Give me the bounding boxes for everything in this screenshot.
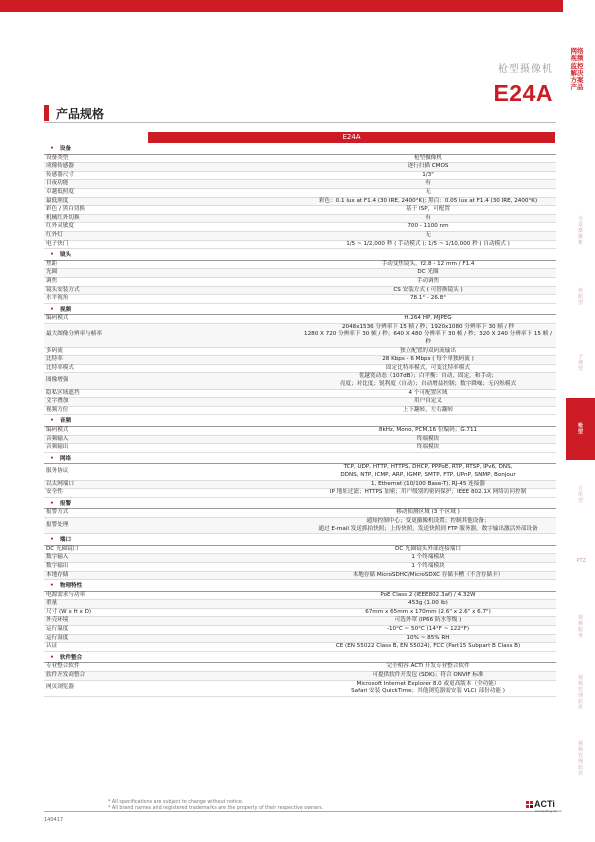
spec-key: 外壳环境: [44, 617, 300, 626]
category-row: [44, 452, 556, 464]
side-tab-label: 视频管理软件: [577, 675, 583, 711]
category-title: 端口: [59, 537, 72, 544]
bullet-icon: •: [50, 417, 54, 425]
spec-value-line: Safari 安装 QuickTime；其他浏览器需安装 VLC( 部份功能 ): [351, 688, 505, 695]
spec-row: [44, 373, 556, 389]
spec-row: [44, 154, 556, 163]
spec-row: [44, 295, 556, 304]
top-accent-bar: [0, 0, 563, 12]
spec-value-line: IP 地址过滤；HTTPS 加密；用户级别的密码保护；IEEE 802.1X 网络访问控制: [329, 489, 527, 496]
spec-value: [300, 480, 556, 489]
spec-key: 最大图像分辨率与帧率: [44, 323, 300, 347]
spec-value: [300, 617, 556, 626]
spec-key: 比特率: [44, 356, 300, 365]
side-tab[interactable]: [566, 662, 595, 724]
spec-row: [44, 626, 556, 635]
side-tab[interactable]: [566, 200, 595, 262]
spec-key: 软件开发商整合: [44, 672, 300, 681]
side-tab-label: PTZ: [576, 558, 586, 564]
spec-value-line: 可提供软件开发包 (SDK)；符合 ONVIF 标准: [372, 672, 484, 679]
side-tab[interactable]: [566, 332, 595, 394]
spec-value-line: 手动变焦镜头，f2.8 - 12 mm / F1.4: [381, 260, 475, 267]
spec-value-line: 无: [425, 231, 431, 238]
spec-value: [300, 223, 556, 232]
category-title: 软件整合: [59, 654, 83, 661]
spec-value-line: 彩色：0.1 lux at F1.4 (30 IRE, 2400°K); 黑白：0.05 lux at F1.4 (30 IRE, 2400°K): [318, 197, 538, 204]
spec-key: 红外灵敏度: [44, 223, 300, 232]
category-row: [44, 580, 556, 592]
spec-value-line: 用户自定义: [414, 398, 442, 405]
spec-key: 音频输出: [44, 444, 300, 453]
spec-key: 视频方位: [44, 406, 300, 415]
spec-key: 安全性: [44, 489, 300, 498]
logo-mark-icon: [526, 801, 533, 808]
spec-value: [300, 260, 556, 269]
spec-row: [44, 231, 556, 240]
spec-value-line: 通过 E-mail 发送抓拍快照；上传快照，发送快照到 FTP 服务器，数字输出激活外部设备: [318, 525, 538, 532]
spec-row: [44, 356, 556, 365]
spec-value: [300, 180, 556, 189]
spec-row: [44, 277, 556, 286]
spec-value: [300, 269, 556, 278]
side-tab[interactable]: [566, 398, 595, 460]
spec-value: [300, 427, 556, 436]
spec-value: [300, 214, 556, 223]
spec-key: 传感器尺寸: [44, 171, 300, 180]
section-rule: [44, 122, 556, 123]
spec-value: [300, 197, 556, 206]
spec-value: [300, 608, 556, 617]
spec-value-line: 1280 X 720 分辨率下 30 帧 / 秒；640 X 480 分辨率下 30 帧 / 秒；320 X 240 分辨率下 15 帧 / 秒: [304, 331, 552, 346]
category-row: [44, 143, 556, 154]
spec-row: [44, 406, 556, 415]
section-marker: [44, 105, 49, 121]
spec-row: [44, 608, 556, 617]
spec-value: [300, 444, 556, 453]
spec-value-line: 67mm x 65mm x 170mm (2.6" x 2.6" x 6.7"): [365, 608, 491, 615]
spec-row: [44, 260, 556, 269]
acti-logo: [526, 799, 560, 813]
side-tab-label: 视频服务: [577, 615, 583, 639]
spec-value: [300, 188, 556, 197]
spec-row: [44, 323, 556, 347]
spec-key: 专业整合软件: [44, 663, 300, 672]
spec-value: [300, 389, 556, 398]
model-name: E24A: [493, 80, 553, 106]
spec-row: [44, 427, 556, 436]
spec-key: 电源需求与功率: [44, 591, 300, 600]
spec-row: [44, 398, 556, 407]
spec-value: [300, 154, 556, 163]
spec-value-line: 终端模块: [416, 444, 440, 451]
bullet-icon: •: [50, 653, 54, 661]
spec-value-line: 有: [425, 214, 431, 221]
side-tab-label: 视频管理软件: [577, 741, 583, 777]
spec-value: [300, 231, 556, 240]
spec-value-line: 2048x1536 分辨率下 15 帧 / 秒；1920x1080 分辨率下 30 帧 / 秒: [341, 323, 515, 330]
spec-value-line: 700 - 1100 nm: [407, 223, 449, 230]
spec-value: [300, 398, 556, 407]
spec-value: [300, 240, 556, 249]
spec-value-line: 1/5 ~ 1/2,000 秒 ( 手动模式 ); 1/5 ~ 1/10,000 秒 ( 自动模式 ): [346, 240, 510, 247]
spec-value-line: DC 光圈: [417, 269, 439, 276]
spec-value: [300, 206, 556, 215]
spec-value-line: 上下翻转，左右翻转: [402, 406, 454, 413]
section-title: 产品规格: [56, 107, 105, 121]
spec-value-line: 独立配置的双码流输出: [400, 347, 456, 354]
bullet-icon: •: [50, 536, 54, 544]
spec-row: [44, 600, 556, 609]
spec-value: [300, 562, 556, 571]
spec-row: [44, 171, 556, 180]
spec-value: [300, 464, 556, 480]
spec-key: 镜头安装方式: [44, 286, 300, 295]
spec-key: 焦距: [44, 260, 300, 269]
spec-row: [44, 435, 556, 444]
spec-row: [44, 180, 556, 189]
spec-row: [44, 591, 556, 600]
spec-key: 网页浏览器: [44, 680, 300, 696]
bullet-icon: •: [50, 454, 54, 462]
category-row: [44, 303, 556, 315]
spec-value: [300, 489, 556, 498]
side-tab-label: 子弹型: [577, 354, 583, 372]
spec-value: [300, 680, 556, 696]
spec-value-line: 453g (1.00 lb): [408, 600, 448, 607]
spec-row: [44, 489, 556, 498]
spec-key: 报警方式: [44, 509, 300, 518]
spec-value: [300, 364, 556, 373]
spec-value-line: PoE Class 2 (IEEE802.3af) / 4.32W: [380, 591, 476, 598]
spec-key: 卓越低照度: [44, 188, 300, 197]
spec-value-line: 1/3": [422, 171, 434, 178]
spec-key: 编码模式: [44, 315, 300, 324]
spec-value-line: 78.1° - 26.8°: [409, 295, 447, 302]
spec-row: [44, 214, 556, 223]
spec-value-line: 8kHz, Mono, PCM,16 位编码；G.711: [378, 427, 478, 433]
category-row: [44, 497, 556, 509]
side-tab-label: 枪型: [577, 423, 583, 435]
spec-value: [300, 295, 556, 304]
category-title: 网络: [59, 455, 72, 462]
spec-value-line: 本地存储 MicroSDHC/MicroSDXC 存储卡槽（不含存储卡）: [352, 571, 504, 578]
spec-value: [300, 163, 556, 172]
spec-value-line: 终端模块: [416, 435, 440, 442]
spec-key: 设备类型: [44, 154, 300, 163]
spec-row: [44, 663, 556, 672]
spec-row: [44, 672, 556, 681]
category-row: [44, 415, 556, 427]
spec-value: [300, 626, 556, 635]
spec-row: [44, 643, 556, 652]
spec-value: [300, 554, 556, 563]
category-row: [44, 651, 556, 663]
side-tab[interactable]: [566, 596, 595, 658]
spec-value-line: 1 个终端模块: [411, 562, 445, 569]
spec-value-line: 28 Kbps - 6 Mbps ( 每个单独码流 ): [382, 356, 474, 363]
spec-value: [300, 347, 556, 356]
spec-value: [300, 663, 556, 672]
footnote-changes: * All specifications are subject to change without notice.: [108, 800, 244, 805]
spec-value: [300, 171, 556, 180]
side-tab-label: 全景摄像机: [577, 216, 583, 246]
spec-key: 机械红外切换: [44, 214, 300, 223]
spec-key: 服务协议: [44, 464, 300, 480]
spec-row: [44, 206, 556, 215]
spec-row: [44, 163, 556, 172]
spec-key: 最低照度: [44, 197, 300, 206]
spec-value-line: 亮度；对比度；锐利度（自动）；自动增益控制；数字降噪；无闪烁模式: [339, 381, 517, 388]
spec-value: [300, 634, 556, 643]
category-title: 音频: [59, 418, 72, 425]
spec-value-line: -10°C ~ 50°C (14°F ~ 122°F): [386, 626, 470, 633]
spec-row: [44, 562, 556, 571]
spec-key: 隐私区域遮挡: [44, 389, 300, 398]
spec-row: [44, 197, 556, 206]
spec-value: [300, 323, 556, 347]
spec-row: [44, 545, 556, 554]
bullet-icon: •: [50, 145, 54, 152]
spec-value-line: 固定比特率模式，可变比特率模式: [386, 364, 470, 371]
section-heading: [44, 103, 556, 123]
footer-rule: [44, 811, 556, 812]
spec-key: 尺寸 (W x H x D): [44, 608, 300, 617]
spec-value: [300, 373, 556, 389]
bullet-icon: •: [50, 251, 54, 259]
logo-tagline: Connecting Vision: [535, 809, 562, 813]
spec-key: 水平视角: [44, 295, 300, 304]
side-tab[interactable]: [566, 464, 595, 526]
spec-key: 音频输入: [44, 435, 300, 444]
table-model-header: E24A: [148, 132, 555, 143]
spec-row: [44, 634, 556, 643]
spec-value-line: 逐行扫描 CMOS: [407, 163, 449, 170]
spec-key: 成像传感器: [44, 163, 300, 172]
category-title: 镜头: [59, 252, 72, 259]
spec-value-line: 10% ~ 85% RH: [406, 634, 450, 641]
category-title: 报警: [59, 500, 72, 507]
spec-value-line: 优越宽动态（107dB）；白平衡：自动，固定，和手动；: [358, 373, 498, 380]
spec-value-line: 4 个可配置区域: [408, 389, 448, 396]
spec-value: [300, 600, 556, 609]
spec-value: [300, 509, 556, 518]
spec-key: 以太网端口: [44, 480, 300, 489]
spec-row: [44, 240, 556, 249]
spec-value-line: 枪型摄像机: [414, 154, 442, 161]
spec-row: [44, 223, 556, 232]
bullet-icon: •: [50, 582, 54, 590]
spec-row: [44, 617, 556, 626]
spec-key: 比特率模式: [44, 364, 300, 373]
spec-key: 报警处理: [44, 517, 300, 533]
document-code: 140417: [44, 817, 64, 823]
spec-row: [44, 347, 556, 356]
side-tab[interactable]: [566, 728, 595, 790]
spec-key: DC 光圈镜口: [44, 545, 300, 554]
spec-value-line: 无: [425, 188, 431, 195]
spec-row: [44, 269, 556, 278]
spec-value-line: 1 个终端模块: [411, 554, 445, 561]
spec-key: 运行湿度: [44, 634, 300, 643]
spec-row: [44, 315, 556, 324]
spec-key: 彩色 / 黑白切换: [44, 206, 300, 215]
spec-value: [300, 545, 556, 554]
spec-value-line: 手动调焦: [416, 277, 440, 284]
spec-row: [44, 571, 556, 580]
spec-value: [300, 517, 556, 533]
spec-key: 数字输入: [44, 554, 300, 563]
spec-value: [300, 672, 556, 681]
side-tab[interactable]: [566, 530, 595, 592]
spec-value-line: CE (EN 55022 Class B, EN 55024), FCC (Part15 Subpart B Class B): [335, 643, 521, 650]
spec-key: 红外灯: [44, 231, 300, 240]
spec-value-line: DC 光圈镜头外部连接端口: [395, 545, 461, 552]
spec-value-line: CS 安装方式 ( 可替换镜头 ): [393, 286, 463, 293]
spec-row: [44, 188, 556, 197]
spec-value-line: 1, Ethernet (10/100 Base-T), RJ-45 连接器: [371, 480, 485, 487]
spec-key: 数字输出: [44, 562, 300, 571]
category-title: 视频: [59, 306, 72, 313]
spec-key: 重量: [44, 600, 300, 609]
spec-value-line: 移动侦测区域 (3 个区域 ): [396, 509, 460, 516]
category-row: [44, 534, 556, 546]
spec-key: 调焦: [44, 277, 300, 286]
logo-word: ACTi: [534, 799, 555, 809]
spec-value: [300, 277, 556, 286]
spec-value-line: 可选外罩 (IP66 防水等级 ): [394, 617, 462, 624]
product-category: 枪型摄像机: [498, 64, 553, 75]
spec-row: [44, 364, 556, 373]
spec-value: [300, 315, 556, 324]
spec-value-line: 基于 ISP，可配置: [406, 206, 450, 213]
spec-value-line: 通知控制中心；变更摄像机设置；控制其他设备；: [366, 517, 490, 524]
spec-value: [300, 356, 556, 365]
spec-value-line: TCP, UDP, HTTP, HTTPS, DHCP, PPPoE, RTP, RTSP, IPv6, DNS,: [343, 464, 513, 471]
spec-key: 光圈: [44, 269, 300, 278]
spec-row: [44, 444, 556, 453]
spec-key: 编码模式: [44, 427, 300, 436]
spec-value: [300, 406, 556, 415]
spec-key: 本地存储: [44, 571, 300, 580]
spec-key: 认证: [44, 643, 300, 652]
side-title: 网络视频监控解决方案产品: [570, 47, 584, 92]
spec-value-line: DDNS, NTP, ICMP, ARP, IGMP, SMTP, FTP, UPnP, SNMP, Bonjour: [340, 471, 516, 478]
spec-row: [44, 464, 556, 480]
spec-key: 文字叠加: [44, 398, 300, 407]
category-title: 物理特性: [59, 583, 83, 590]
spec-key: 电子快门: [44, 240, 300, 249]
spec-value-line: 完全相容 ACTi 开发专业整合软件: [386, 663, 470, 670]
spec-value: [300, 435, 556, 444]
spec-row: [44, 554, 556, 563]
spec-key: 多码流: [44, 347, 300, 356]
footnote-trademarks: * All brand names and registered trademarks are the property of their respective owners.: [108, 806, 324, 811]
spec-row: [44, 517, 556, 533]
spec-table: [44, 143, 556, 697]
spec-row: [44, 680, 556, 696]
category-row: [44, 249, 556, 261]
spec-value-line: H.264 HP, MJPEG: [404, 315, 452, 322]
spec-value-line: 有: [425, 180, 431, 187]
spec-row: [44, 509, 556, 518]
spec-row: [44, 286, 556, 295]
side-tab-label: 鱼眼型: [577, 288, 583, 306]
spec-value: [300, 643, 556, 652]
spec-value: [300, 591, 556, 600]
bullet-icon: •: [50, 499, 54, 507]
category-title: 设备: [59, 146, 72, 152]
spec-row: [44, 389, 556, 398]
bullet-icon: •: [50, 305, 54, 313]
spec-key: 图像增强: [44, 373, 300, 389]
side-tab[interactable]: [566, 266, 595, 328]
spec-key: 运行温度: [44, 626, 300, 635]
spec-value: [300, 571, 556, 580]
spec-value-line: Microsoft Internet Explorer 8.0 或更高版本（全功能）: [356, 680, 500, 687]
side-tab-label: 方块型: [577, 486, 583, 504]
spec-value: [300, 286, 556, 295]
spec-key: 日夜功能: [44, 180, 300, 189]
spec-row: [44, 480, 556, 489]
